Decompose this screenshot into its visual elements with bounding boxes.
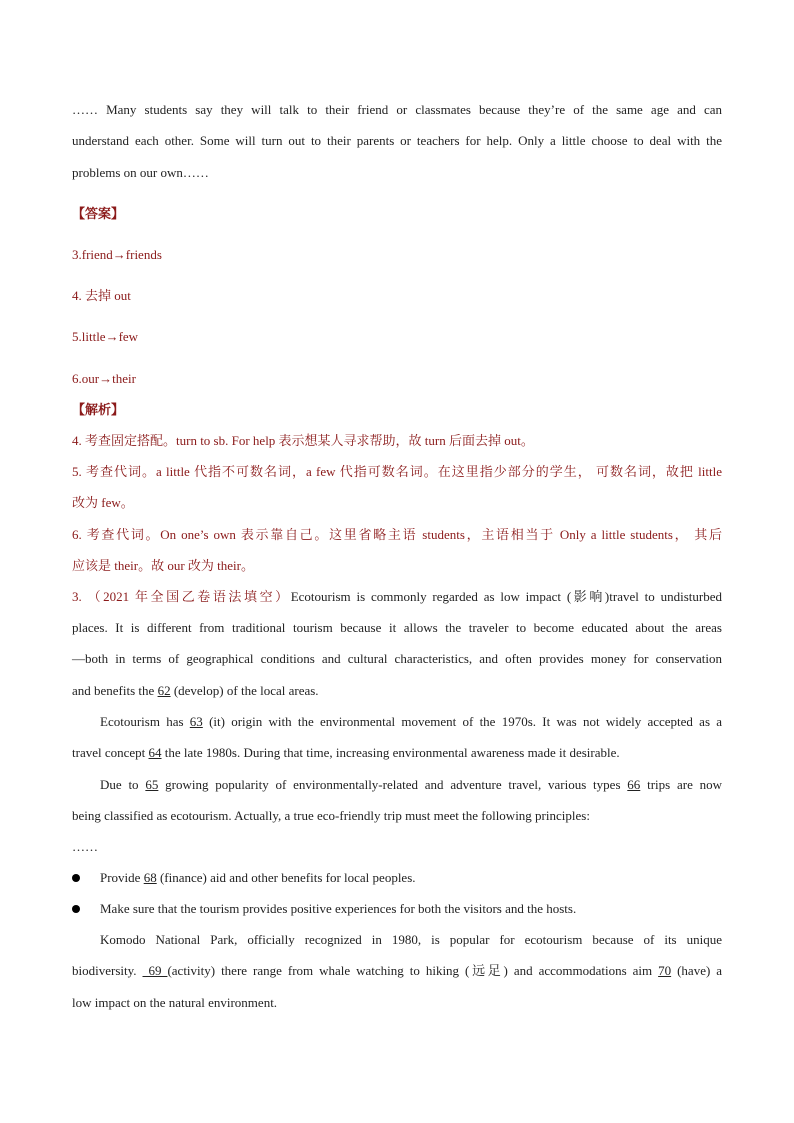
q3-text: (finance) aid and other benefits for local peoples. — [159, 870, 416, 885]
analysis-line: 6. 考查代词。On one’s own 表示靠自己。这里省略主语 students，主语相当于 Only a little students， 其后 — [72, 527, 722, 542]
q3-text: (develop) of the local areas. — [173, 683, 319, 698]
q3-p2-line-2 — [72, 745, 722, 761]
analysis-line: 应该是 their。故 our 改为 their。 — [72, 558, 254, 573]
question-source: （2021 年全国乙卷语法填空） — [87, 589, 291, 604]
q3-p1-line-1 — [72, 589, 722, 605]
analysis-line: 4. 考查固定搭配。turn to sb. For help 表示想某人寻求帮助，故 turn 后面去掉 out。 — [72, 433, 534, 448]
blank-63[interactable]: 63 — [189, 714, 203, 729]
blank-65[interactable]: 65 — [145, 777, 159, 792]
q3-p4-line-1: Komodo National Park, officially recognized in 1980, is popular for ecotourism because of its unique — [100, 932, 722, 947]
q3-text: Due to — [100, 777, 139, 792]
bullet-icon — [72, 874, 80, 882]
q3-text: Provide — [100, 870, 141, 885]
q3-text: trips are now — [647, 777, 723, 792]
q3-p1-line-3: —both in terms of geographical conditions and cultural characteristics, and often provides money for conservation — [72, 651, 722, 666]
q3-p2-line-1 — [100, 714, 722, 730]
blank-66[interactable]: 66 — [627, 777, 641, 792]
q3-p4-line-2 — [72, 963, 722, 979]
q3-p4-line-3: low impact on the natural environment. — [72, 995, 278, 1010]
answer-item: 4. 去掉 out — [72, 288, 131, 303]
answer-item: 5.little→few — [72, 329, 139, 344]
q3-text: Ecotourism has — [100, 714, 184, 729]
ellipsis: …… — [72, 839, 98, 854]
intro-line-3: problems on our own…… — [72, 165, 209, 180]
q3-text: Ecotourism is commonly regarded as low impact (影响)travel to undisturbed — [290, 589, 722, 604]
blank-70[interactable]: 70 — [658, 963, 672, 978]
bullet-item-2: Make sure that the tourism provides positive experiences for both the visitors and the hosts. — [100, 901, 577, 916]
intro-line-1: …… Many students say they will talk to their friend or classmates because they’re of the same age and can — [72, 102, 722, 117]
question-number: 3. — [72, 589, 82, 604]
q3-text: the late 1980s. During that time, increasing environmental awareness made it desirable. — [164, 745, 620, 760]
blank-69[interactable]: 69 — [142, 963, 168, 978]
q3-p3-line-2: being classified as ecotourism. Actually, a true eco-friendly trip must meet the following principles: — [72, 808, 590, 823]
q3-text: (it) origin with the environmental movement of the 1970s. It was not widely accepted as a — [209, 714, 723, 729]
answer-heading: 【答案】 — [72, 206, 125, 221]
q3-text: travel concept — [72, 745, 146, 760]
blank-64[interactable]: 64 — [148, 745, 162, 760]
q3-p3-line-1 — [100, 777, 722, 793]
q3-p1-line-2: places. It is different from traditional tourism because it allows the traveler to become educated about the areas — [72, 620, 722, 635]
q3-text: growing popularity of environmentally-related and adventure travel, various types — [165, 777, 621, 792]
answer-item: 6.our→their — [72, 371, 136, 386]
analysis-line: 5. 考查代词。a little 代指不可数名词，a few 代指可数名词。在这里指少部分的学生， 可数名词，故把 little — [72, 464, 722, 479]
blank-62[interactable]: 62 — [157, 683, 171, 698]
q3-text: and benefits the — [72, 683, 155, 698]
q3-text: biodiversity. — [72, 963, 137, 978]
answer-item: 3.friend→friends — [72, 247, 162, 262]
q3-p1-line-4 — [72, 683, 722, 699]
blank-68[interactable]: 68 — [143, 870, 157, 885]
analysis-line: 改为 few。 — [72, 495, 134, 510]
bullet-icon — [72, 905, 80, 913]
q3-text: (activity) there range from whale watching to hiking (远足) and accommodations aim — [167, 963, 653, 978]
intro-line-2: understand each other. Some will turn out to their parents or teachers for help. Only a little choose to deal with the — [72, 133, 722, 148]
bullet-item-1 — [100, 870, 416, 886]
q3-text: (have) a — [677, 963, 723, 978]
analysis-heading: 【解析】 — [72, 402, 125, 417]
